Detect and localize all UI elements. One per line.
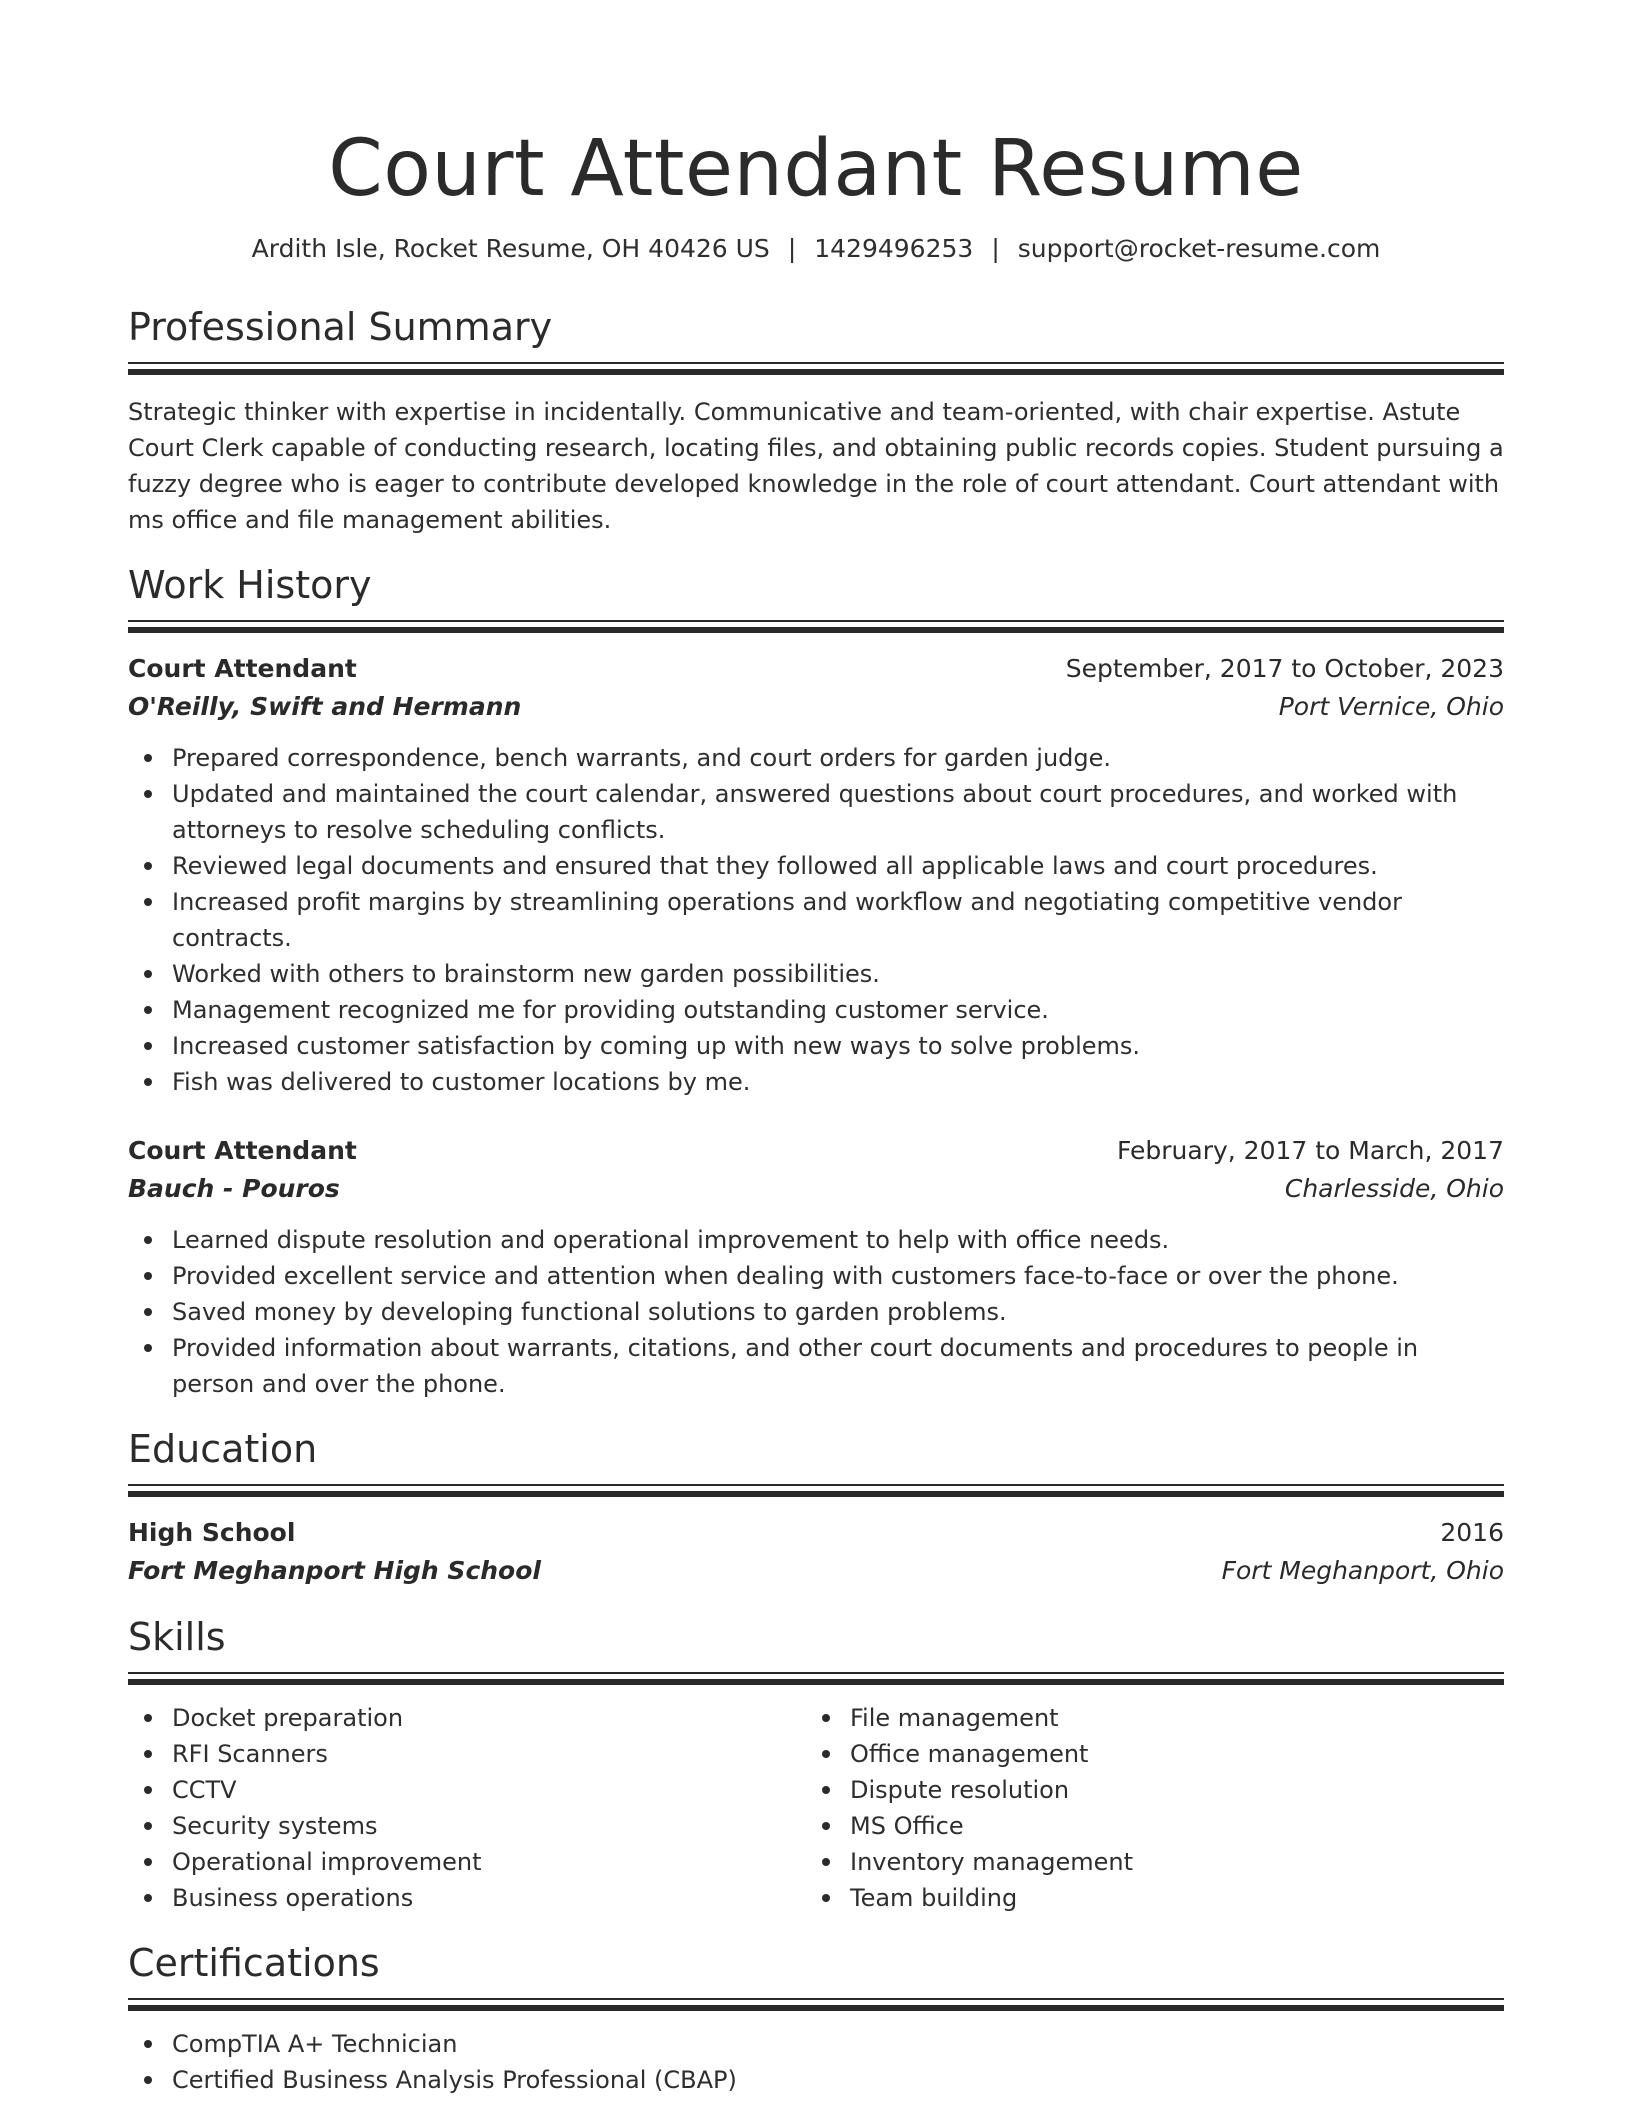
job-bullets bbox=[128, 1222, 1504, 1402]
skill-item: Business operations bbox=[128, 1880, 806, 1916]
education-header bbox=[128, 1514, 1504, 1552]
bullet-item: Learned dispute resolution and operational improvement to help with office needs. bbox=[128, 1222, 1504, 1258]
summary-section bbox=[128, 304, 1504, 538]
contact-phone: 1429496253 bbox=[814, 234, 974, 263]
job-bullets bbox=[128, 740, 1504, 1100]
education-year: 2016 bbox=[1440, 1518, 1504, 1547]
section-divider bbox=[128, 620, 1504, 634]
certifications-section bbox=[128, 1940, 1504, 2098]
job-company: Bauch - Pouros bbox=[128, 1174, 340, 1203]
education-school: Fort Meghanport High School bbox=[128, 1556, 541, 1585]
certifications-list bbox=[128, 2026, 1504, 2098]
certification-item: CompTIA A+ Technician bbox=[128, 2026, 1504, 2062]
section-divider bbox=[128, 1998, 1504, 2012]
certification-item: Certified Business Analysis Professional (CBAP) bbox=[128, 2062, 1504, 2098]
section-heading: Work History bbox=[128, 563, 372, 607]
job-title: Court Attendant bbox=[128, 654, 357, 683]
skill-item: Office management bbox=[806, 1736, 1484, 1772]
skill-item: RFI Scanners bbox=[128, 1736, 806, 1772]
bullet-item: Management recognized me for providing outstanding customer service. bbox=[128, 992, 1504, 1028]
bullet-item: Fish was delivered to customer locations by me. bbox=[128, 1064, 1504, 1100]
job-company: O'Reilly, Swift and Hermann bbox=[128, 692, 522, 721]
section-heading: Certifications bbox=[128, 1941, 380, 1985]
job-location: Port Vernice, Ohio bbox=[1278, 692, 1504, 721]
job-location: Charlesside, Ohio bbox=[1284, 1174, 1504, 1203]
education-degree: High School bbox=[128, 1518, 296, 1547]
bullet-item: Increased customer satisfaction by coming up with new ways to solve problems. bbox=[128, 1028, 1504, 1064]
skill-item: Docket preparation bbox=[128, 1700, 806, 1736]
job-subheader bbox=[128, 688, 1504, 726]
job-title: Court Attendant bbox=[128, 1136, 357, 1165]
bullet-item: Worked with others to brainstorm new garden possibilities. bbox=[128, 956, 1504, 992]
contact-address: Ardith Isle, Rocket Resume, OH 40426 US bbox=[251, 234, 770, 263]
education-section bbox=[128, 1426, 1504, 1590]
bullet-item: Updated and maintained the court calendar, answered questions about court procedures, and worked with attorneys to resolve scheduling conflicts. bbox=[128, 776, 1504, 848]
skill-item: Security systems bbox=[128, 1808, 806, 1844]
section-heading: Education bbox=[128, 1427, 318, 1471]
summary-text: Strategic thinker with expertise in incidentally. Communicative and team-oriented, with chair expertise. Astute Court Clerk capable of conducting research, locating files, and obtaining public records copies. Student pursuing a fuzzy degree who is eager to contribute developed knowledge in the role of court attendant. Court attendant with ms office and file management abilities. bbox=[128, 398, 1504, 534]
skills-grid bbox=[128, 1700, 1504, 1916]
contact-email[interactable]: support@rocket-resume.com bbox=[1017, 234, 1381, 263]
skills-section bbox=[128, 1614, 1504, 1916]
bullet-item: Provided excellent service and attention when dealing with customers face-to-face or over the phone. bbox=[128, 1258, 1504, 1294]
job-subheader bbox=[128, 1170, 1504, 1208]
contact-separator: | bbox=[787, 234, 797, 263]
skills-column-right bbox=[806, 1700, 1484, 1916]
bullet-item: Increased profit margins by streamlining operations and workflow and negotiating competitive vendor contracts. bbox=[128, 884, 1504, 956]
job-entry bbox=[128, 1132, 1504, 1402]
resume-page bbox=[128, 0, 1504, 2098]
contact-separator: | bbox=[991, 234, 1000, 263]
job-entry bbox=[128, 650, 1504, 1100]
section-divider bbox=[128, 1484, 1504, 1498]
skill-item: Dispute resolution bbox=[806, 1772, 1484, 1808]
skill-item: Team building bbox=[806, 1880, 1484, 1916]
bullet-item: Provided information about warrants, citations, and other court documents and procedures to people in person and over the phone. bbox=[128, 1330, 1504, 1402]
education-location: Fort Meghanport, Ohio bbox=[1221, 1556, 1504, 1585]
education-entry bbox=[128, 1514, 1504, 1590]
bullet-item: Reviewed legal documents and ensured that they followed all applicable laws and court procedures. bbox=[128, 848, 1504, 884]
resume-title: Court Attendant Resume bbox=[328, 124, 1304, 214]
bullet-item: Saved money by developing functional solutions to garden problems. bbox=[128, 1294, 1504, 1330]
section-divider bbox=[128, 1672, 1504, 1686]
education-subheader bbox=[128, 1552, 1504, 1590]
skill-item: Inventory management bbox=[806, 1844, 1484, 1880]
skills-column-left bbox=[128, 1700, 806, 1916]
job-dates: September, 2017 to October, 2023 bbox=[1065, 654, 1504, 683]
section-heading: Skills bbox=[128, 1615, 226, 1659]
work-section bbox=[128, 562, 1504, 1402]
skill-item: Operational improvement bbox=[128, 1844, 806, 1880]
bullet-item: Prepared correspondence, bench warrants, and court orders for garden judge. bbox=[128, 740, 1504, 776]
job-header bbox=[128, 1132, 1504, 1170]
section-divider bbox=[128, 362, 1504, 376]
job-header bbox=[128, 650, 1504, 688]
contact-line bbox=[128, 232, 1504, 266]
skill-item: CCTV bbox=[128, 1772, 806, 1808]
skill-item: File management bbox=[806, 1700, 1484, 1736]
section-heading: Professional Summary bbox=[128, 305, 553, 349]
skill-item: MS Office bbox=[806, 1808, 1484, 1844]
job-dates: February, 2017 to March, 2017 bbox=[1116, 1136, 1504, 1165]
